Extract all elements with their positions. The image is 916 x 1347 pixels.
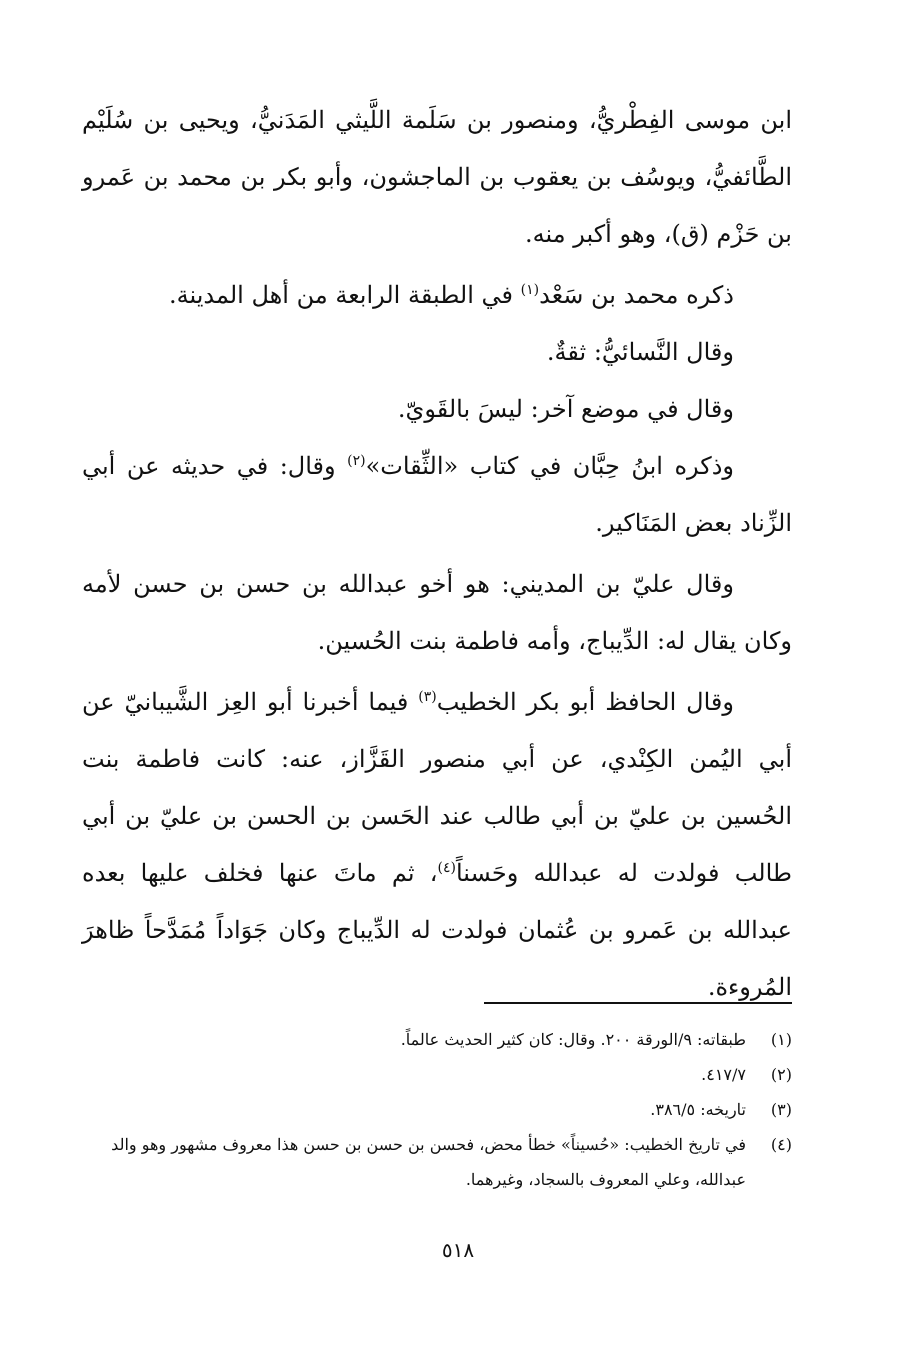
footnote-2	[82, 1057, 792, 1092]
paragraph-1: ابن موسى الفِطْريُّ، ومنصور بن سَلَمة اللَّيثي المَدَنيُّ، ويحيى بن سُلَيْم الطَّائفيُّ، ويوسُف بن يعقوب بن الماجشون، وأبو بكر بن محمد بن عَمرو بن حَزْم (ق)، وهو أكبر منه.	[82, 106, 792, 248]
paragraph-5-text-b: وقال: في حديثه عن أبي الزِّناد بعض المَنَاكير.	[82, 452, 792, 537]
paragraph-3: وقال النَّسائيُّ: ثقةٌ.	[546, 338, 734, 366]
footnote-divider	[484, 1002, 792, 1004]
footnote-3	[82, 1092, 792, 1127]
paragraph-7	[82, 674, 792, 1016]
footnote-number: (٣)	[770, 1100, 792, 1119]
paragraph-5-text-a: وذكره ابنُ حِبَّان في كتاب «الثِّقات»	[365, 452, 734, 480]
paragraph-7-text-b: فيما أخبرنا أبو العِز الشَّيبانيّ عن أبي اليُمن الكِنْدي، عن أبي منصور القَزَّاز، عنه: كانت فاطمة بنت الحُسين بن عليّ بن أبي طالب عند الحَسن بن الحسن بن عليّ بن أبي طالب فولدت له عبدالله وحَسناً	[82, 688, 793, 887]
footnote-number: (٤)	[770, 1135, 792, 1154]
footnote-ref-3: (٣)	[418, 689, 437, 705]
footnote-ref-1: (١)	[520, 282, 540, 298]
paragraph-7-text-a: وقال الحافظ أبو بكر الخطيب	[436, 688, 734, 716]
footnote-number: (٢)	[770, 1065, 792, 1084]
footnote-1	[82, 1022, 792, 1057]
paragraph-5	[82, 438, 792, 552]
paragraph-2-text-a: ذكره محمد بن سَعْد	[539, 281, 734, 309]
paragraph-6: وقال عليّ بن المديني: هو أخو عبدالله بن حسن بن حسن لأمه وكان يقال له: الدِّيباج، وأمه فاطمة بنت الحُسين.	[82, 570, 792, 655]
paragraph-7-text-c: ، ثم ماتَ عنها فخلف عليها بعده عبدالله بن عَمرو بن عُثمان فولدت له الدِّيباج وكان جَوَاداً مُمَدَّحاً ظاهرَ المُروءة.	[82, 859, 792, 1001]
main-text	[82, 92, 792, 1016]
footnote-text: تاريخه: ٣٨٦/٥.	[650, 1100, 746, 1119]
footnote-number: (١)	[770, 1030, 792, 1049]
footnote-text: في تاريخ الخطيب: «حُسيناً» خطأ محض، فحسن بن حسن بن حسن هذا معروف مشهور وهو والد عبدالله، وعلي المعروف بالسجاد، وغيرهما.	[111, 1135, 746, 1189]
footnote-text: ٤١٧/٧.	[701, 1065, 746, 1084]
footnote-ref-4: (٤)	[437, 860, 456, 876]
footnote-text: طبقاته: ٩/الورقة ٢٠٠. وقال: كان كثير الحديث عالماً.	[400, 1030, 746, 1049]
paragraph-4: وقال في موضع آخر: ليسَ بالقَويّ.	[397, 395, 734, 423]
paragraph-2-text-b: في الطبقة الرابعة من أهل المدينة.	[168, 281, 514, 309]
paragraph-2	[82, 267, 792, 324]
page-number: ٥١٨	[441, 1238, 475, 1262]
footnotes	[82, 1022, 792, 1197]
footnote-4	[82, 1127, 792, 1197]
footnote-ref-2: (٢)	[347, 453, 366, 469]
